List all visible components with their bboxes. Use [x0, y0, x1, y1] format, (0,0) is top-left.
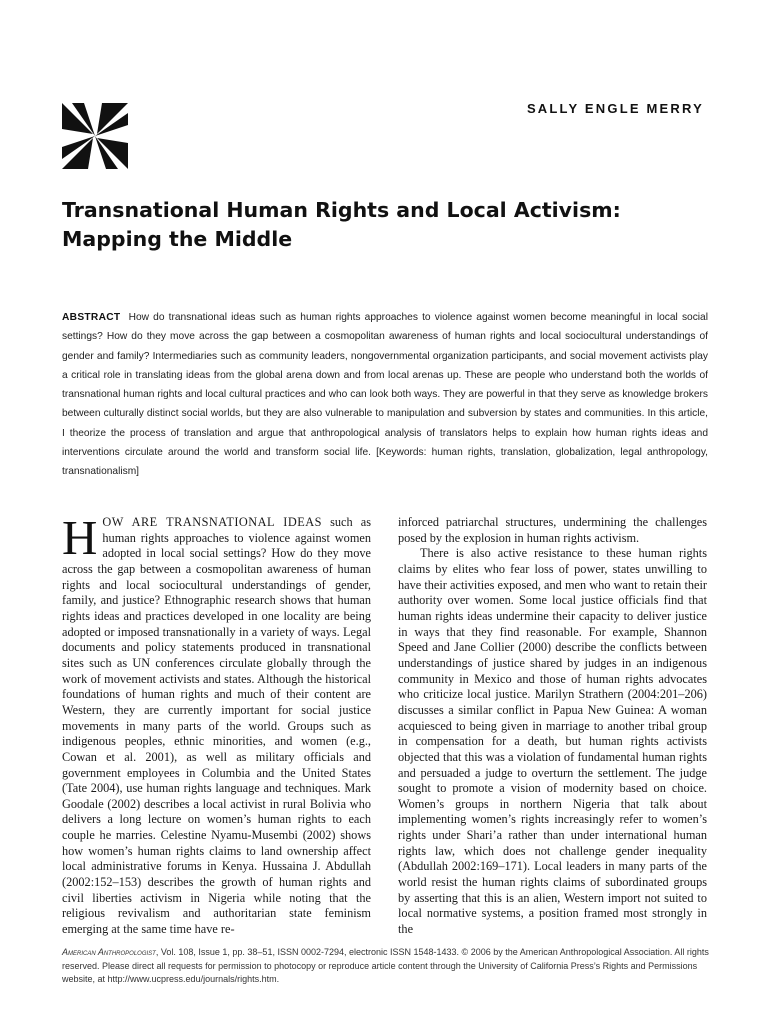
article-title	[62, 196, 722, 254]
drop-cap: H	[62, 510, 98, 565]
abstract-label: ABSTRACT	[62, 312, 121, 323]
abstract-text: How do transnational ideas such as human rights approaches to violence against women become meaningful in local social settings? How do they move across the gap between a cosmopolitan awareness of human rights and local sociocultural understandings of gender and family? Intermediaries such as community leaders, nongovernmental organization participants, and social movement activists play a critical role in translating ideas from the global arena down and from local arenas up. These are people who understand both the worlds of transnational human rights and local cultural practices and who can look both ways. They are powerful in that they serve as knowledge brokers between culturally distinct social worlds, but they are also vulnerable to manipulation and subversion by states and communities. In this article, I theorize the process of translation and argue that anthropological analysis of translators helps to explain how human rights ideas and interventions circulate around the world and transform social life. [Keywords: human rights, translation, globalization, legal anthropology, transnationalism]	[62, 312, 708, 478]
copyright-footer	[62, 946, 710, 987]
body-column-left	[62, 510, 371, 938]
body-paragraph-continued: inforced patriarchal structures, undermining the challenges posed by the explosion in human rights activism.	[398, 515, 707, 545]
body-text: such as human rights approaches to violence against women adopted in local social settings? How do they move across the gap between a cosmopolitan awareness of human rights and local sociocultural understandings of gender, family, and justice? Ethnographic research shows that human rights ideas and practices developed in one locality are being adopted or imposed transnationally in a variety of ways. Legal documents and policy statements produced in transnational sites such as UN conferences circulate globally through the work of movement activists and states. Although the historical foundations of human rights and much of their content are Western, they are currently important for social justice movements in many parts of the world. Groups such as indigenous peoples, ethnic minorities, and women (e.g., Cowan et al. 2001), as well as military officials and government employees in Columbia and the United States (Tate 2004), use human rights language and techniques. Mark Goodale (2002) describes a local activist in rural Bolivia who delivers a long lecture on women’s human rights to each couple he marries. Celestine Nyamu-Musembi (2002) shows how women’s human rights claims to land ownership affect local administrative forums in Kenya. Hussaina J. Abdullah (2002:152–153) describes the growth of human rights and civil liberties activism in Nigeria while noting that the religious revivalism and authoritarian state feminism emerging at the same time have re-	[62, 515, 371, 937]
journal-name: American Anthropologist	[62, 947, 156, 957]
abstract	[62, 308, 708, 482]
title-line-1: Transnational Human Rights and Local Activism:	[62, 198, 621, 222]
journal-logo-icon	[62, 103, 128, 169]
title-line-2: Mapping the Middle	[62, 227, 293, 251]
body-paragraph	[62, 510, 371, 938]
opening-small-caps: OW ARE TRANSNATIONAL IDEAS	[102, 515, 322, 529]
body-column-right	[398, 515, 707, 938]
author-name: SALLY ENGLE MERRY	[526, 101, 704, 116]
body-paragraph: There is also active resistance to these human rights claims by elites who fear loss of power, states unwilling to have their activities exposed, and men who want to retain their authority over women. Some local justice officials find that human rights ideas undermine their capacity to deliver justice in ways that they find reasonable. For example, Shannon Speed and Jane Collier (2000) describe the conflicts between understandings of justice shared by judges in an indigenous community in Mexico and those of human rights advocates who criticize local justice. Marilyn Strathern (2004:201–206) discusses a similar conflict in Papua New Guinea: A woman acquiesced to being given in marriage to another tribal group in compensation for a death, but human rights activists objected that this was a violation of fundamental human rights and persuaded a judge to overturn the settlement. The judge sought to promote a vision of modernity based on choice. Women’s groups in northern Nigeria that talk about implementing women’s rights increasingly refer to women’s rights under Shari’a rather than under international human rights law, which does not challenge gender inequality (Abdullah 2002:169–171). Local leaders in many parts of the world resist the human rights claims of subordinated groups by asserting that this is an alien, Western import not suited to local normative systems, a position framed most strongly in the	[398, 546, 707, 937]
footer-citation: , Vol. 108, Issue 1, pp. 38–51, ISSN 0002-7294, electronic ISSN 1548-1433. © 2006 by the American Anthropological Association. All rights reserved. Please direct all requests for permission to photocopy or reproduce article content through the University of California Press’s Rights and Permissions website, at http://www.ucpress.edu/journals/rights.htm.	[62, 947, 709, 984]
